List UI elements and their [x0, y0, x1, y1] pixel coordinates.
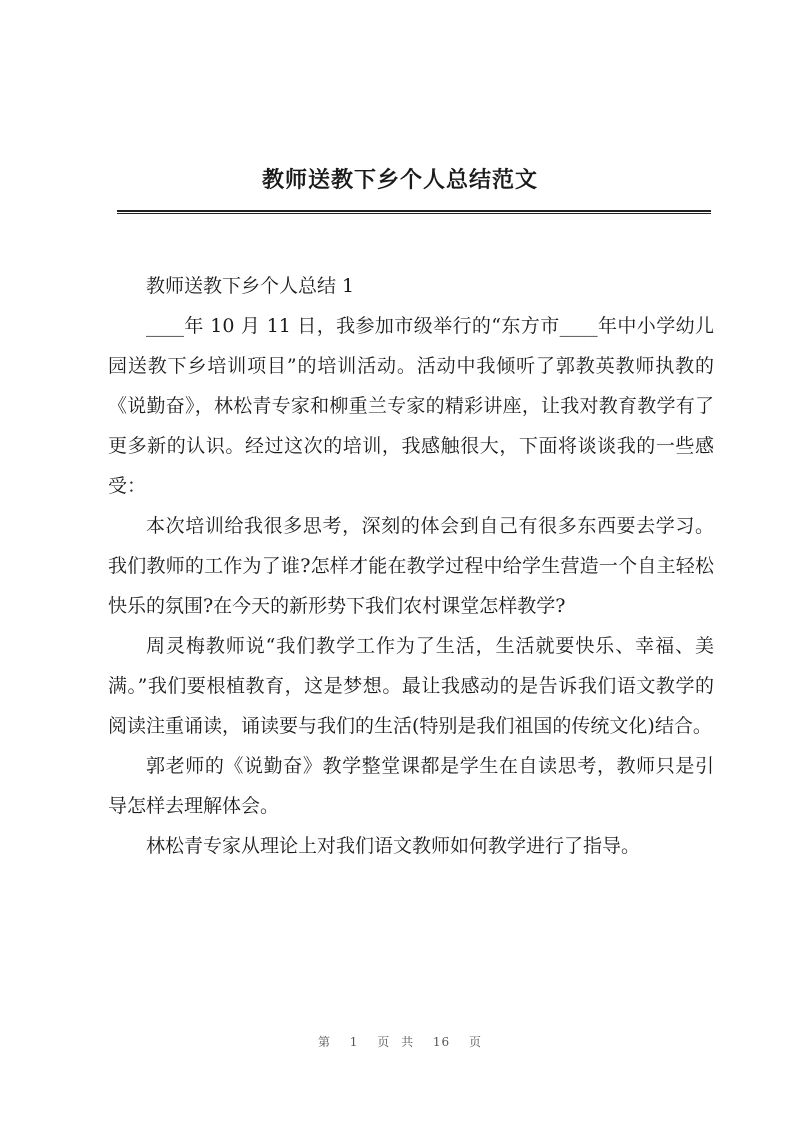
document-title: 教师送教下乡个人总结范文	[261, 167, 538, 193]
page-footer	[0, 1033, 800, 1050]
footer-total-suffix: 页	[469, 1035, 483, 1049]
section-heading: 教师送教下乡个人总结 1	[146, 275, 355, 297]
paragraph: 郭老师的《说勤奋》教学整堂课都是学生在自读思考，教师只是引导怎样去理解体会。	[108, 755, 714, 817]
paragraph: 本次培训给我很多思考，深刻的体会到自己有很多东西要去学习。我们教师的工作为了谁?怎样才能在教学过程中给学生营造一个自主轻松快乐的氛围?在今天的新形势下我们农村课堂怎样教学?	[108, 515, 714, 617]
footer-page-label: 第	[317, 1035, 331, 1049]
footer-current-page: 1	[349, 1035, 359, 1049]
footer-total-prefix: 页 共	[377, 1035, 415, 1049]
title-divider	[117, 210, 711, 214]
paragraph: 林松青专家从理论上对我们语文教师如何教学进行了指导。	[146, 835, 641, 857]
paragraph: 周灵梅教师说“我们教学工作为了生活，生活就要快乐、幸福、美满。”我们要根植教育，这是梦想。最让我感动的是告诉我们语文教学的阅读注重诵读，诵读要与我们的生活(特别是我们祖国的传统文化)结合。	[108, 635, 714, 737]
document-body	[108, 266, 714, 866]
footer-total-pages: 16	[432, 1035, 451, 1049]
paragraph: ____年 10 月 11 日，我参加市级举行的“东方市____年中小学幼儿园送教下乡培训项目”的培训活动。活动中我倾听了郭教英教师执教的《说勤奋》，林松青专家和柳重兰专家的精彩讲座，让我对教育教学有了更多新的认识。经过这次的培训，我感触很大，下面将谈谈我的一些感受：	[108, 315, 714, 497]
